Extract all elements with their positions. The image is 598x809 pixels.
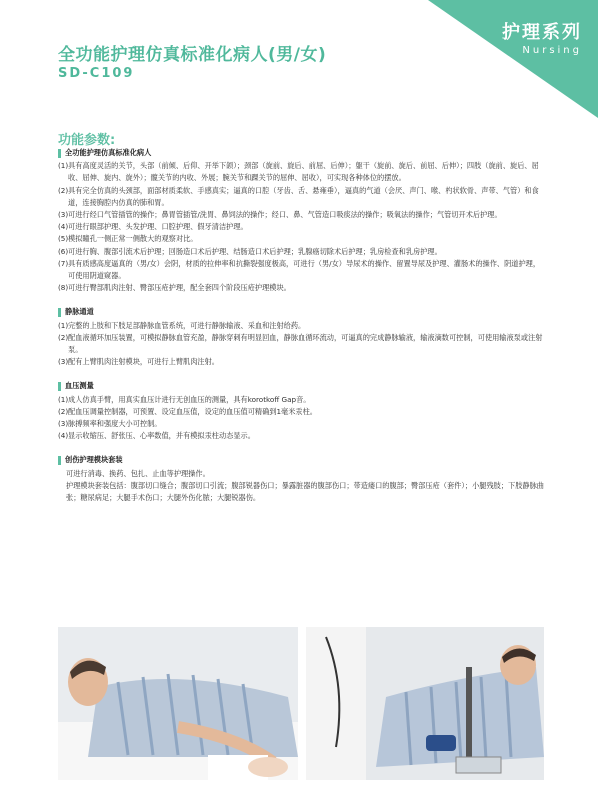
item-text: 可进行眼部护理、头发护理、口腔护理、假牙清洁护理。: [68, 222, 248, 232]
section-title: 全功能护理仿真标准化病人: [65, 148, 152, 157]
list-item: [58, 418, 544, 430]
section-heading: [58, 380, 544, 392]
paragraph: 护理模块套装包括：腹部切口缝合；腹部切口引流；腹部锐器伤口；暴露脏器的腹部伤口；带造瘘口的腹部；臀部压疮（套件）；小腿残肢；下肢静脉曲张；糖尿病足；大腿手术伤口；大腿外伤化脓；大腿锐器伤。: [66, 480, 544, 503]
manikin-photo-right: [306, 627, 544, 780]
section-marker: [58, 456, 61, 465]
product-title: 全功能护理仿真标准化病人(男/女): [58, 45, 327, 65]
item-number: (4): [58, 431, 69, 441]
item-text: 模拟瞳孔一侧正常一侧散大的观察对比。: [68, 234, 198, 244]
section-title: 创伤护理模块套装: [65, 455, 123, 465]
list-item: [58, 160, 544, 184]
series-name-en: Nursing: [522, 45, 582, 56]
list-item: [58, 282, 544, 294]
list-item: [58, 221, 544, 233]
item-number: (1): [58, 394, 69, 404]
product-model: SD-C109: [58, 66, 135, 81]
section-iv: [58, 306, 544, 368]
item-text: 可进行胸、腹部引流术后护理；回肠造口术后护理、结肠造口术后护理；乳腺癌切除术后护理；乳房检查和乳房护理。: [68, 246, 442, 256]
list-item: [58, 246, 544, 258]
list-item: [58, 209, 544, 221]
list-item: [58, 332, 544, 356]
series-banner-text: [502, 18, 582, 56]
item-text: 配血压调量控制器，可预置、设定血压值，设定的血压值可精确到1毫米汞柱。: [68, 406, 317, 416]
list-item: [58, 320, 544, 332]
section-bp: [58, 380, 544, 442]
item-text: 成人仿真手臂，用真实血压计进行无创血压的测量，具有korotkoff Gap音。: [68, 394, 311, 404]
item-number: (2): [58, 185, 69, 195]
section-heading: [58, 306, 544, 318]
list-item: [58, 406, 544, 418]
item-number: (7): [58, 258, 69, 268]
item-number: (2): [58, 406, 69, 416]
item-text: 具有完全仿真的头颈部，面部材质柔软、手感真实；逼真的口腔（牙齿、舌、悬雍垂），逼真的气道（会厌、声门、喉、杓状软骨、声带、气管）和食道，连接胸腔内仿真的肺和胃。: [68, 185, 539, 207]
photo-bp-measurement: [306, 627, 544, 780]
item-text: 具有高度灵活的关节，头部（前倾、后仰、开举下颌）；颈部（旋前、旋后、前屈、后伸）；躯干（旋前、旋后、前屈、后伸）；四肢（旋前、旋后、屈收、屈伸、旋内、旋外）；髋关节的内收、外展；腕关节和踝关节的屈伸、屈收），可实现各种体位的摆放。: [68, 161, 539, 183]
item-number: (1): [58, 161, 69, 171]
item-text: 可进行臀部肌肉注射、臀部压疮护理，配全套四个阶段压疮护理模块。: [68, 283, 291, 293]
manikin-photo-left: [58, 627, 298, 780]
item-text: 可进行经口气管插管的操作；鼻胃管插管/洗胃、鼻饲法的操作；经口、鼻、气管造口吸痰法的操作；吸氧法的操作；气管切开术后护理。: [68, 210, 502, 220]
list-item: [58, 233, 544, 245]
section-heading: [58, 454, 544, 466]
item-number: (8): [58, 283, 69, 293]
section-title: 静脉通道: [65, 307, 94, 317]
photo-iv-injection: [58, 627, 298, 780]
item-number: (3): [58, 419, 69, 429]
list-item: [58, 356, 544, 368]
item-text: 配有上臂肌肉注射模块，可进行上臂肌肉注射。: [68, 357, 219, 367]
item-number: (5): [58, 234, 69, 244]
item-text: 脉搏频率和强度大小可控制。: [68, 419, 162, 429]
item-text: 具有质感高度逼真的（男/女）会阴，材质的拉伸率和抗撕裂强度极高，可进行（男/女）导尿术的操作、留置导尿及护理、灌肠术的操作、阴道护理，可使用阴道窥器。: [68, 258, 541, 281]
section-heading: [58, 147, 544, 159]
item-number: (3): [58, 210, 69, 220]
item-text: 显示收缩压、舒张压、心率数值，并有模拟汞柱动态显示。: [68, 431, 255, 441]
list-item: [58, 258, 544, 282]
section-marker: [58, 382, 61, 391]
features-content: [58, 147, 544, 516]
item-number: (6): [58, 246, 69, 256]
features-heading: 功能参数:: [58, 133, 116, 148]
paragraph: 可进行消毒、换药、包扎、止血等护理操作。: [66, 468, 210, 478]
list-item: [58, 394, 544, 406]
section-patient: [58, 147, 544, 294]
item-number: (4): [58, 222, 69, 232]
product-photos: [58, 627, 544, 780]
series-name-cn: 护理系列: [502, 22, 582, 43]
item-text: 完整的上肢和下肢足部静脉血管系统，可进行静脉输液、采血和注射给药。: [68, 320, 306, 330]
item-number: (2): [58, 332, 69, 342]
list-item: [58, 185, 544, 209]
item-number: (1): [58, 320, 69, 330]
section-marker: [58, 308, 61, 317]
item-text: 配血液循环加压装置，可模拟静脉血管充盈，静脉穿刺有明显回血，静脉血循环流动，可逼真的完成静脉输液，输液滴数可控制，可使用输液泵或注射泵。: [68, 332, 543, 355]
section-title: 血压测量: [65, 381, 94, 391]
section-marker: [58, 149, 61, 158]
list-item: [58, 430, 544, 442]
section-trauma: [58, 454, 544, 504]
item-number: (3): [58, 357, 69, 367]
